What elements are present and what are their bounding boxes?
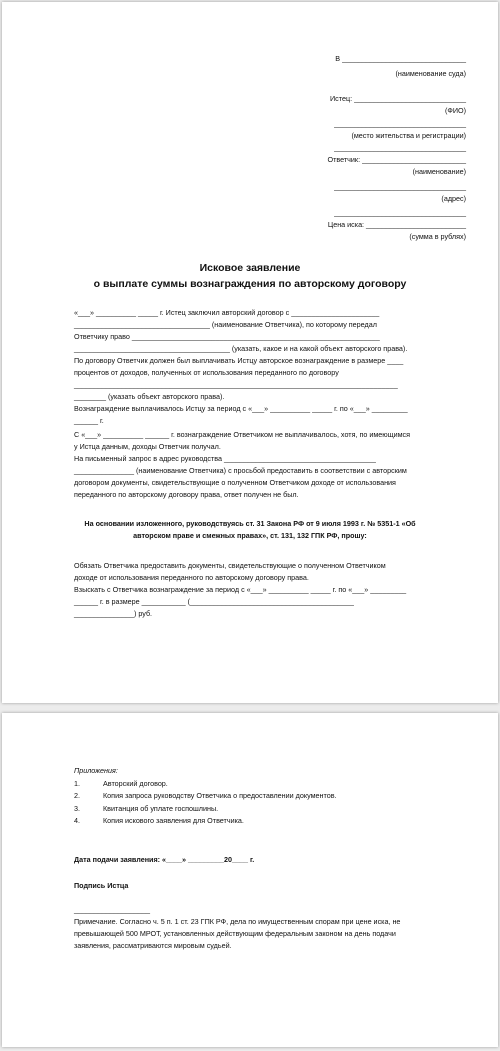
blank-line-3: _________________________________ bbox=[334, 182, 466, 191]
court-note: (наименование суда) bbox=[395, 69, 466, 78]
fio-note: (ФИО) bbox=[444, 106, 466, 115]
note-line-3: заявления, рассматриваются мировым судьей. bbox=[74, 941, 232, 950]
paragraph-1-line-3: Ответчику право ______________________________________________________________ bbox=[74, 332, 380, 341]
note-line-2: превышающей 500 МРОТ, установленных действующим федеральным законом на день подачи bbox=[74, 929, 396, 938]
attachment-text: Копия искового заявления для Ответчика. bbox=[103, 816, 244, 825]
document-title: Исковое заявление bbox=[199, 262, 301, 274]
basis-line-1: На основании изложенного, руководствуясь ст. 31 Закона РФ от 9 июля 1993 г. № 5351-1 «Об bbox=[84, 519, 416, 528]
paragraph-2-line-1: По договору Ответчик должен был выплачивать Истцу авторское вознаграждение в размере ____ bbox=[74, 356, 404, 365]
paragraph-2-line-3: _________________________________________________________________________________ bbox=[74, 380, 398, 389]
claim-price-line: Цена иска: _________________________ bbox=[327, 220, 466, 229]
attachments-heading: Приложения: bbox=[74, 766, 118, 775]
basis-line-2: авторском праве и смежных правах», ст. 131, 132 ГПК РФ, прошу: bbox=[133, 531, 367, 540]
court-line: В _______________________________ bbox=[335, 54, 466, 63]
attachment-number: 3. bbox=[74, 804, 80, 813]
address-note: (адрес) bbox=[441, 194, 466, 203]
document-page-2 bbox=[2, 713, 498, 1047]
blank-line-4: _________________________________ bbox=[334, 208, 466, 217]
plaintiff-signature: Подпись Истца bbox=[74, 881, 129, 890]
attachment-number: 2. bbox=[74, 791, 80, 800]
sum-note: (сумма в рублях) bbox=[409, 232, 466, 241]
paragraph-3-line-1: Вознаграждение выплачивалось Истцу за период с «___» __________ _____ г. по «___» _________ bbox=[74, 404, 408, 413]
paragraph-3-line-2: ______ г. bbox=[74, 416, 104, 425]
request-1-line-1: Обязать Ответчика предоставить документы, свидетельствующие о полученном Ответчиком bbox=[74, 561, 386, 570]
attachment-text: Квитанция об уплате госпошлины. bbox=[103, 804, 219, 813]
name-note: (наименование) bbox=[412, 167, 466, 176]
attachment-number: 1. bbox=[74, 779, 80, 788]
request-2-line-1: Взыскать с Ответчика вознаграждение за период с «___» __________ _____ г. по «___» _________ bbox=[74, 585, 407, 594]
paragraph-2-line-4: ________ (указать объект авторского права). bbox=[74, 392, 225, 401]
paragraph-5-line-4: переданного по авторскому договору права, ответ получен не был. bbox=[74, 490, 299, 499]
request-2-line-3: _______________) руб. bbox=[74, 609, 153, 618]
paragraph-1-line-1: «___» __________ _____ г. Истец заключил авторский договор с ______________________ bbox=[74, 308, 380, 317]
paragraph-4-line-2: у Истца данным, доходы Ответчик получал. bbox=[74, 442, 221, 451]
document-subtitle: о выплате суммы вознаграждения по авторскому договору bbox=[93, 278, 407, 290]
request-1-line-2: доходе от использования переданного по авторскому договору права. bbox=[74, 573, 309, 582]
note-line-1: Примечание. Согласно ч. 5 п. 1 ст. 23 ГПК РФ, дела по имущественным спорам при цене иска, не bbox=[74, 917, 401, 926]
separator-line: ___________________ bbox=[74, 905, 150, 914]
plaintiff-line: Истец: ____________________________ bbox=[329, 94, 466, 103]
attachment-number: 4. bbox=[74, 816, 80, 825]
filing-date-line: Дата подачи заявления: «____» _________20____ г. bbox=[74, 855, 255, 864]
document-page-1 bbox=[2, 2, 498, 703]
paragraph-5-line-3: договором документы, свидетельствующие о полученном Ответчиком доходе от использования bbox=[74, 478, 396, 487]
paragraph-2-line-2: процентов от доходов, полученных от использования переданного по договору bbox=[74, 368, 339, 377]
attachment-text: Копия запроса руководству Ответчика о предоставлении документов. bbox=[103, 791, 337, 800]
defendant-line: Ответчик: __________________________ bbox=[327, 155, 466, 164]
request-2-line-2: ______ г. в размере ___________ (_________________________________________ bbox=[74, 597, 354, 606]
residence-note: (место жительства и регистрации) bbox=[351, 131, 466, 140]
paragraph-5-line-2: _______________ (наименование Ответчика) с просьбой предоставить в соответствии с авторским bbox=[74, 466, 407, 475]
blank-line-1: _________________________________ bbox=[334, 119, 466, 128]
paragraph-1-line-4: _______________________________________ (указать, какое и на какой объект авторского права). bbox=[74, 344, 408, 353]
paragraph-1-line-2: __________________________________ (наименование Ответчика), по которому передал bbox=[74, 320, 377, 329]
blank-line-2: _________________________________ bbox=[334, 143, 466, 152]
paragraph-4-line-1: С «___» __________ ______ г. вознаграждение Ответчиком не выплачивалось, хотя, по имеющимся bbox=[74, 430, 411, 439]
attachment-text: Авторский договор. bbox=[103, 779, 168, 788]
paragraph-5-line-1: На письменный запрос в адрес руководства ______________________________________ bbox=[74, 454, 376, 463]
